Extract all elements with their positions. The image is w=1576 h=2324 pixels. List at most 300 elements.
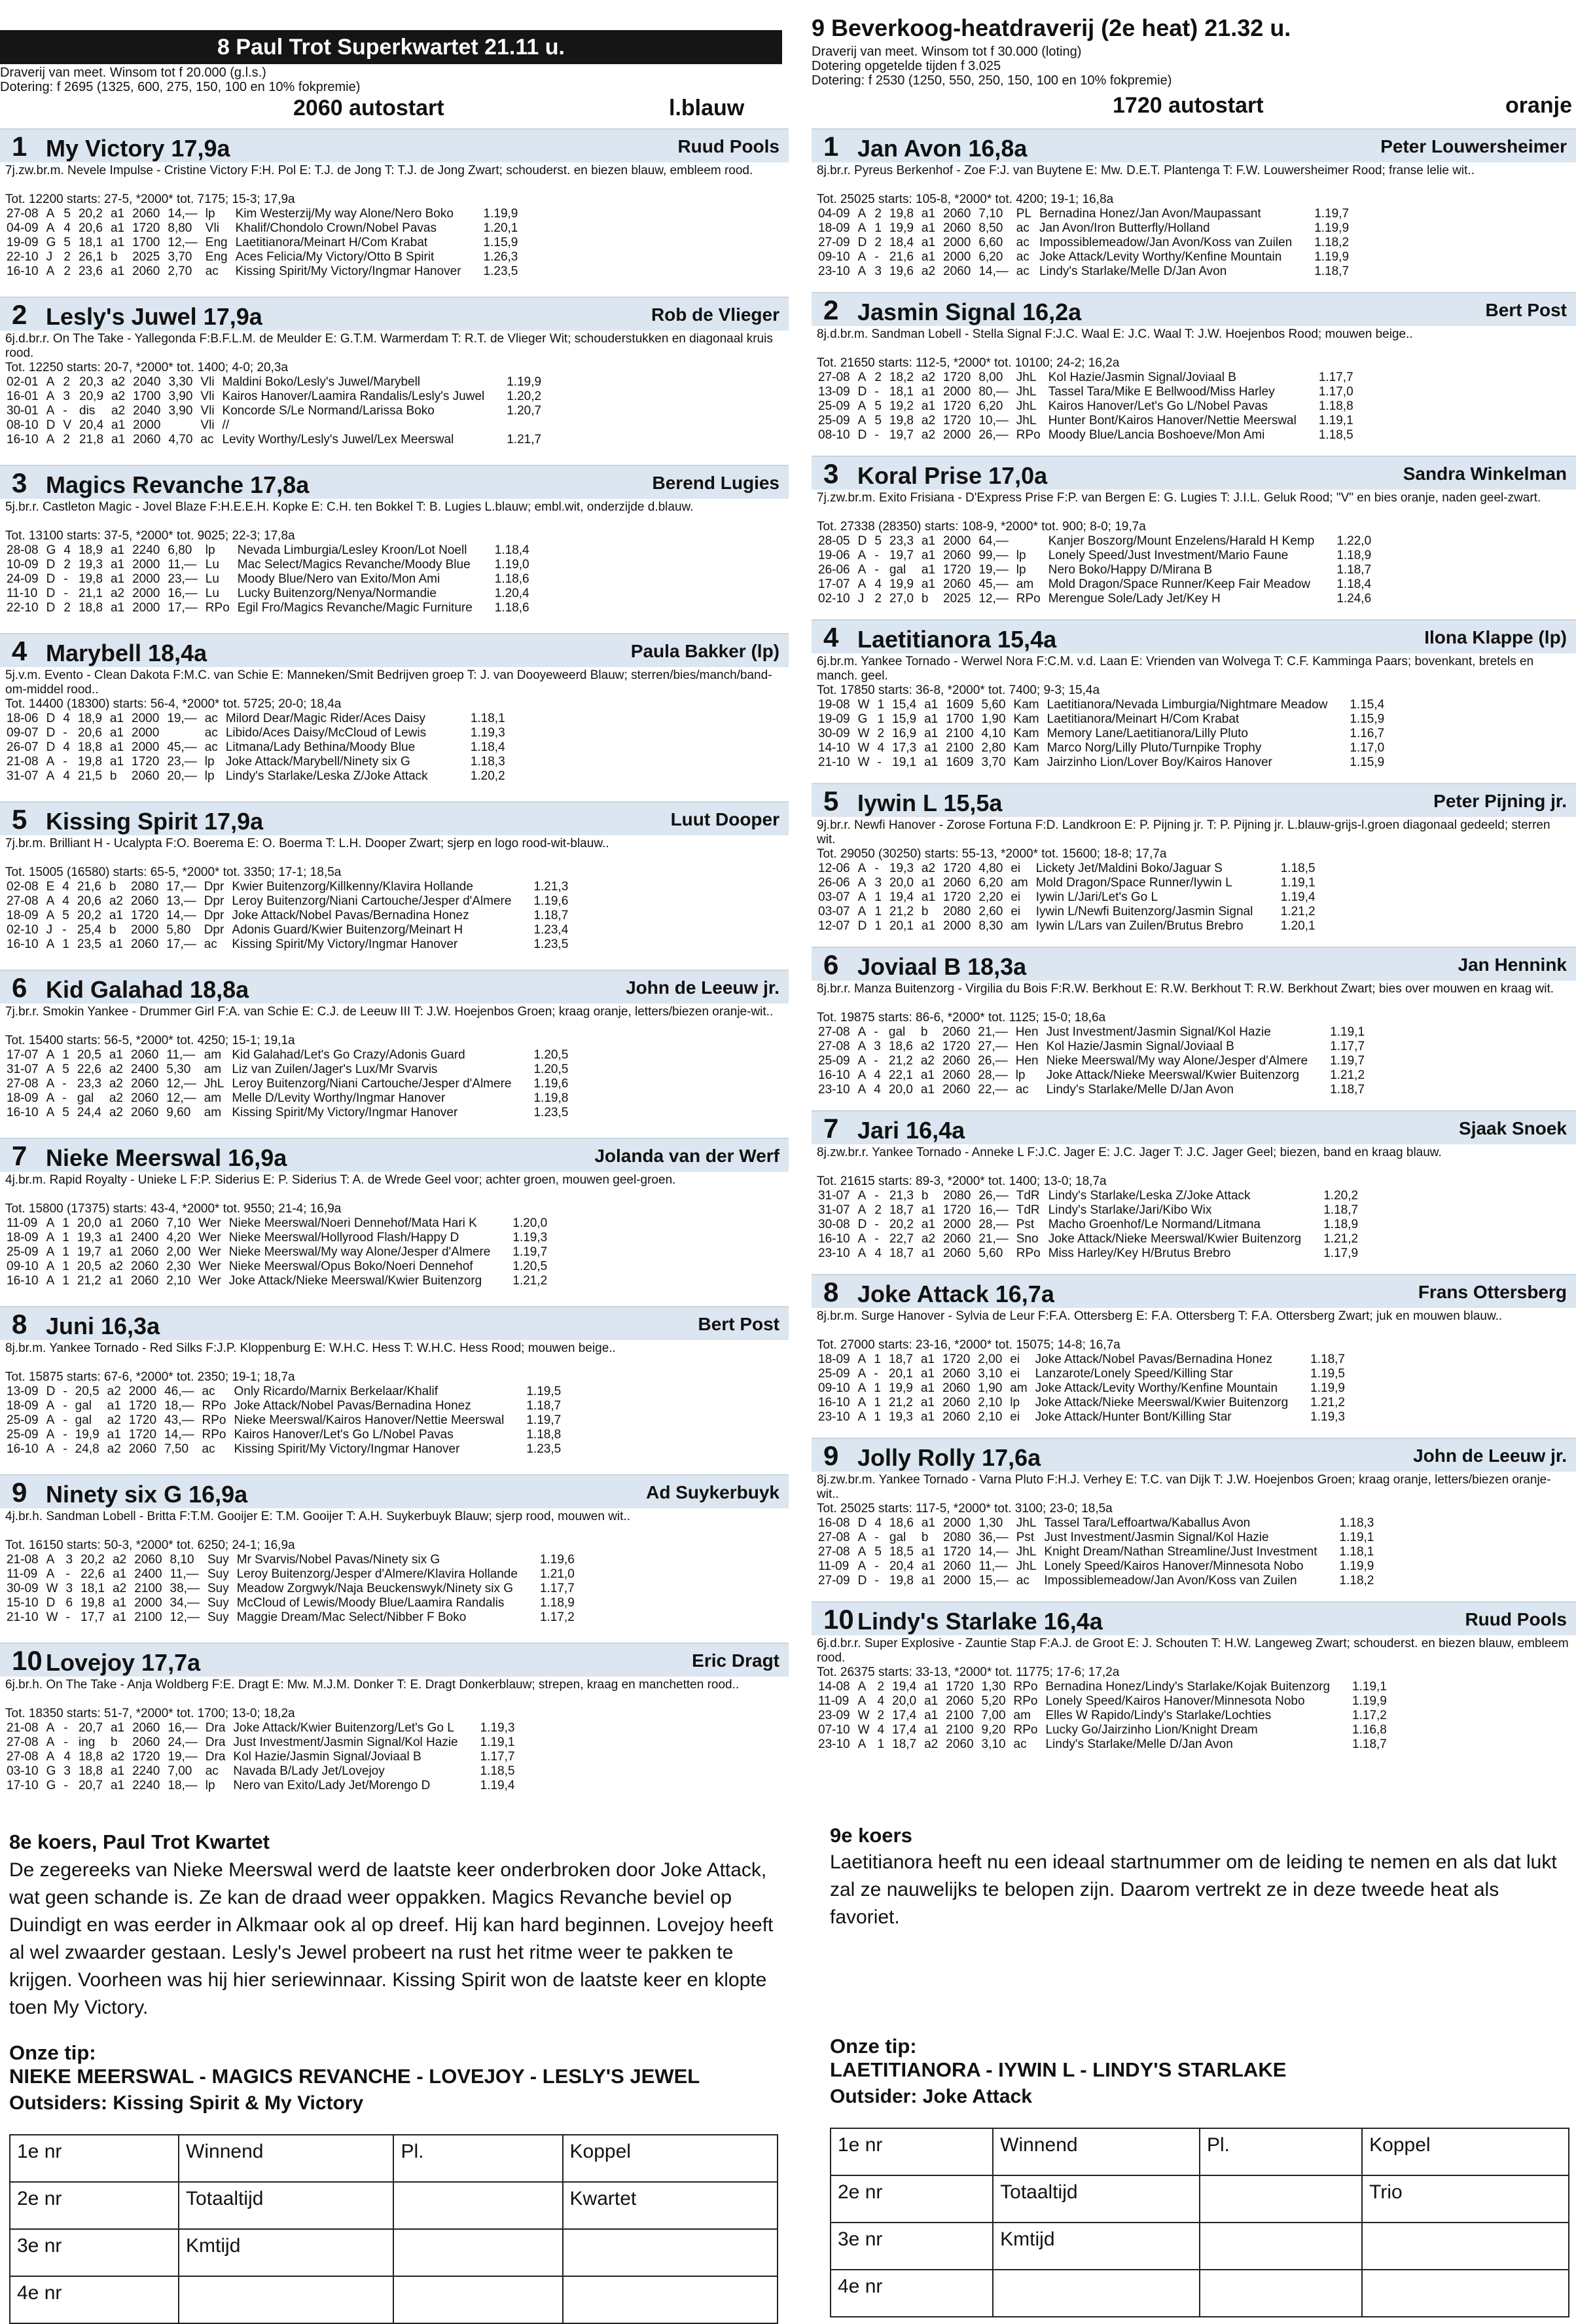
run-cell: A [857,890,867,904]
run-cell: A [857,250,867,264]
form-cell[interactable]: Totaaltijd [993,2175,1200,2223]
horse-pedigree: 7j.zw.br.m. Exito Frisiana - D'Express Prise F:P. van Bergen E: G. Lugies T: J.I.L. Geluk Rood; "V" en bies oranje, naden geel-zwart. [817,491,1541,505]
horse-number: 5 [823,786,839,816]
run-cell: a1 [921,1545,936,1559]
run-cell: 13-09 [7,1385,39,1398]
run-cell: a1 [110,207,125,221]
run-cell: 19,8 [81,1596,105,1610]
race-8-distance: 2060 autostart [293,96,444,120]
run-cell: - [63,1428,67,1442]
race-9-tip-label: Onze tip: [830,2035,917,2058]
run-cell: 26-06 [818,876,850,890]
run-cell: 02-10 [818,592,850,606]
run-cell: a1 [109,712,124,725]
run-cell: Vli [200,418,215,432]
run-row [815,1203,1363,1218]
run-cell: gal [75,1399,92,1413]
run-cell: 11-09 [818,1559,850,1573]
run-cell: am [204,1106,222,1119]
run-cell: 21,2 [77,1274,101,1288]
run-cell: 5,30 [166,1062,191,1076]
run-cell: 2060 [943,876,971,890]
run-cell: - [62,923,67,937]
horse-pedigree: 8j.zw.br.m. Yankee Tornado - Varna Pluto F:H.J. Verhey E: T.C. van Dijk T: J.W. Hoejenbos Groen; kraag oranje, letters/biezen oranje-wit.. [817,1473,1551,1501]
run-row [4,1750,520,1764]
run-cell: 1.17,0 [1350,741,1385,755]
run-cell: Wer [198,1260,221,1273]
run-cell: 3,10 [978,1367,1003,1381]
run-row [4,587,535,601]
run-cell: 25-09 [7,1245,39,1259]
run-cell: D [857,1218,867,1231]
run-cell: A [46,1274,55,1288]
run-cell: ac [204,937,217,951]
horse-career-stats: Tot. 29050 (30250) starts: 55-13, *2000* tot. 15600; 18-8; 17,7a [817,847,1167,861]
form-cell[interactable] [393,2182,562,2229]
run-cell: ac [1016,1574,1030,1588]
run-cell: A [857,221,867,235]
horse-header [0,465,789,499]
run-cell: Impossiblemeadow/Jan Avon/Koss van Zuilen [1044,1574,1297,1588]
horse-entry [0,1474,789,1625]
run-cell: 1720 [132,221,160,235]
horse-header [0,970,789,1004]
form-cell[interactable]: 2e nr [10,2182,179,2229]
run-cell: 2 [874,207,882,221]
form-cell[interactable]: Pl. [1200,2128,1362,2175]
run-cell: A [857,414,867,427]
run-cell: 27-08 [7,1077,39,1091]
run-cell: 1.17,7 [539,1582,575,1595]
run-row [815,1040,1370,1054]
driver-name: Sandra Winkelman [1403,463,1567,484]
run-cell: 31-07 [7,769,39,783]
run-cell: 16-10 [818,1068,850,1082]
run-cell: A [857,1531,867,1544]
run-cell: 22,6 [81,1567,105,1581]
horse-number: 3 [823,458,839,489]
form-cell[interactable] [1362,2223,1569,2270]
form-cell[interactable]: Pl. [393,2135,562,2182]
run-cell: a1 [110,543,125,557]
run-cell: - [62,1091,67,1105]
horse-pedigree: 5j.br.r. Castleton Magic - Jovel Blaze F:H.E.E.H. Kopke E: C.H. ten Bokkel T: B. Lugies L.blauw; embl.wit, onderzijde d.blauw. [5,500,694,514]
run-cell: a1 [921,1516,936,1530]
run-cell: a1 [109,755,124,769]
run-cell: 22-10 [7,250,39,264]
run-cell: Lindy's Starlake/Melle D/Jan Avon [1046,1083,1234,1097]
form-cell[interactable] [1200,2223,1362,2270]
run-cell: 26,1 [78,250,103,264]
run-cell: 1.20,1 [1280,919,1316,933]
run-row [815,1025,1370,1040]
driver-name: Rob de Vlieger [651,304,779,325]
form-cell[interactable] [1200,2175,1362,2223]
run-cell: 03-07 [818,890,850,904]
run-cell: A [857,1559,867,1573]
horse-pedigree: 7j.zw.br.m. Nevele Impulse - Cristine Victory F:H. Pol E: T.J. de Jong T: T.J. de Jong Zwart; schouderst. en biezen blauw, embleem rood. [5,164,753,177]
run-cell: 21-10 [818,755,850,769]
horse-header [812,1438,1576,1472]
run-cell: G [46,236,56,249]
race-8-color: l.blauw [669,96,745,120]
run-row [4,1428,566,1442]
run-cell: 2060 [942,1025,971,1039]
run-cell: A [46,1735,55,1749]
form-cell[interactable]: Winnend [179,2135,393,2182]
run-cell: Kam [1013,727,1039,740]
run-cell: 1.19,9 [507,375,542,389]
recent-runs-table [815,371,1359,443]
run-cell: a1 [924,1694,939,1708]
run-cell: 2 [877,1680,885,1694]
form-cell[interactable]: Trio [1362,2175,1569,2223]
run-cell: 21,— [978,1025,1008,1039]
run-cell: a1 [110,1721,125,1735]
run-cell: D [46,558,56,572]
horse-name: Kissing Spirit 17,9a [46,808,264,835]
run-cell: A [46,1091,55,1105]
recent-runs-table [4,375,546,447]
run-cell: 11-09 [7,1216,38,1230]
run-cell: 1.19,0 [494,558,529,572]
run-cell: am [204,1048,222,1062]
run-cell: 25-09 [818,414,850,427]
run-cell: 2060 [132,1721,160,1735]
run-cell: JhL [1016,399,1037,413]
run-cell: 1.19,1 [1352,1680,1387,1694]
form-cell[interactable]: 3e nr [10,2229,179,2276]
run-cell: 20,4 [889,1559,914,1573]
run-cell: Eng [205,250,228,264]
form-cell[interactable]: Kmtijd [179,2229,393,2276]
form-cell[interactable] [393,2276,562,2323]
form-row [10,2182,778,2229]
run-cell: a2 [110,587,125,600]
run-cell: 19,3 [889,862,914,875]
horse-entry [812,619,1576,770]
run-cell: Kairos Hanover/Laamira Randalis/Lesly's Juwel [222,390,485,403]
run-cell: a1 [113,1596,127,1610]
run-cell: 1.19,7 [512,1245,548,1259]
run-cell: Lonely Speed/Just Investment/Mario Faune [1048,549,1289,562]
run-cell: 1.20,2 [507,390,542,403]
race-8-info [0,65,360,94]
race-9-tip-form [830,2128,1569,2317]
run-cell: 2100 [946,1723,974,1737]
horse-name: Marybell 18,4a [46,640,207,666]
run-cell: 28,— [978,1218,1009,1231]
form-cell[interactable] [393,2229,562,2276]
run-cell: 1.18,9 [1336,549,1372,562]
form-cell[interactable] [1200,2270,1362,2317]
run-cell: 28,— [978,1068,1008,1082]
run-cell: A [857,876,867,890]
run-cell: 1 [62,1216,69,1230]
horse-entry [0,970,789,1120]
run-row [4,740,510,755]
form-cell[interactable]: Winnend [993,2128,1200,2175]
horse-career-stats: Tot. 12200 starts: 27-5, *2000* tot. 7175; 15-3; 17,9a [5,192,295,206]
run-cell: 8,80 [168,221,192,235]
run-row [815,1068,1370,1083]
run-cell: 2060 [943,1246,971,1260]
run-cell: a1 [920,1396,935,1409]
run-cell: Mac Select/Magics Revanche/Moody Blue [237,558,471,572]
form-cell[interactable]: Koppel [1362,2128,1569,2175]
run-cell: a1 [921,1218,936,1231]
run-cell: Bernadina Honez/Lindy's Starlake/Kojak Buitenzorg [1045,1680,1331,1694]
run-cell: b [109,769,117,783]
run-cell: 4 [63,543,71,557]
run-cell: 1720 [132,1750,160,1764]
run-cell: 28-05 [818,534,850,548]
horse-entry [0,1306,789,1457]
run-cell: 1.23,5 [533,1106,569,1119]
run-cell: 2060 [942,1381,971,1395]
run-cell: 19-09 [7,236,39,249]
horse-header [812,947,1576,981]
run-cell: Leroy Buitenzorg/Jesper d'Almere/Klavira Hollande [236,1567,518,1581]
run-cell: 3,30 [168,375,193,389]
run-cell: 2060 [131,1260,159,1273]
run-cell: 1720 [943,1545,971,1559]
run-cell: 22-10 [7,601,39,615]
run-cell: 18,7 [889,1203,914,1217]
run-row [815,1694,1392,1709]
run-cell: 19-09 [818,712,850,726]
run-cell: 27-08 [818,371,850,384]
run-cell: a1 [920,1083,935,1097]
run-cell: 5,60 [978,1246,1003,1260]
run-row [815,385,1359,399]
run-row [4,236,523,250]
run-cell: Dra [205,1735,226,1749]
run-cell: 03-10 [7,1764,39,1778]
horse-header [812,1274,1576,1308]
form-cell[interactable]: 4e nr [10,2276,179,2323]
run-cell: 1.15,9 [1350,755,1385,769]
horse-pedigree: 6j.br.h. On The Take - Anja Woldberg F:E. Dragt E: Mw. M.J.M. Donker T: E. Dragt Donkerblauw; strepen, kraag en manchetten rood.. [5,1678,740,1692]
form-cell[interactable]: 1e nr [10,2135,179,2182]
run-cell: D [857,385,867,399]
run-cell: lp [205,1779,215,1792]
run-cell: lp [205,207,215,221]
run-cell: 1.21,2 [1330,1068,1365,1082]
recent-runs-table [4,1216,552,1288]
run-cell: ac [1016,221,1030,235]
run-cell: b [110,1735,118,1749]
run-cell: b [921,1189,929,1203]
run-cell: 18,9 [78,543,103,557]
form-cell[interactable]: Koppel [563,2135,778,2182]
run-cell: Marco Norg/Lilly Pluto/Turnpike Trophy [1047,741,1262,755]
run-cell: 16,— [168,1721,198,1735]
run-cell: 5 [62,909,69,922]
horse-name: Jan Avon 16,8a [857,135,1028,162]
run-row [815,428,1359,443]
run-cell: 1.24,6 [1336,592,1372,606]
run-cell: dis [79,404,96,418]
run-cell: 21-08 [7,1553,39,1567]
run-row [815,712,1389,727]
run-cell: 21,1 [78,587,103,600]
run-cell: 16-10 [818,1232,850,1246]
run-cell: am [1011,919,1028,933]
run-cell: 36,— [978,1531,1009,1544]
run-cell: a1 [109,1245,123,1259]
driver-name: Jolanda van der Werf [594,1146,779,1166]
run-cell: 1.18,4 [470,740,505,754]
horse-number: 1 [823,131,839,162]
run-cell: 5 [874,414,882,427]
run-cell: a2 [109,1077,123,1091]
run-cell: 2040 [133,404,161,418]
run-cell: 12,— [978,592,1009,606]
run-cell: a1 [110,221,125,235]
run-row [815,1189,1363,1203]
run-cell: Just Investment/Jasmin Signal/Kol Hazie [1044,1531,1269,1544]
run-cell: 19,4 [889,890,914,904]
run-cell: Laetitianora/Nevada Limburgia/Nightmare Meadow [1047,698,1328,712]
run-cell: W [857,1723,870,1737]
run-cell: Wer [198,1245,221,1259]
run-cell: b [921,1531,929,1544]
run-cell: a1 [920,1353,935,1366]
run-cell: 1.19,6 [539,1553,575,1567]
run-cell: Kol Hazie/Jasmin Signal/Joviaal B [233,1750,421,1764]
run-cell: 27-08 [7,1750,39,1764]
run-cell: 25,4 [77,923,101,937]
run-cell: 1.18,5 [480,1764,515,1778]
run-cell: 27,— [978,1040,1008,1053]
form-cell[interactable]: Totaaltijd [179,2182,393,2229]
form-cell[interactable] [1362,2270,1569,2317]
run-cell: ei [1011,905,1021,918]
run-cell: 1.18,7 [526,1399,562,1413]
run-cell: 20,0 [888,1083,913,1097]
run-cell: 2060 [943,221,971,235]
run-cell: 11-09 [818,1694,850,1708]
form-cell[interactable]: Kwartet [563,2182,778,2229]
run-cell: Maggie Dream/Mac Select/Nibber F Boko [236,1610,467,1624]
form-cell[interactable]: 2e nr [831,2175,993,2223]
run-cell: 9,20 [981,1723,1006,1737]
run-cell: Laetitianora/Meinart H/Com Krabat [235,236,428,249]
run-row [4,1610,580,1625]
run-cell: Kam [1013,698,1039,712]
run-cell: 26-07 [7,740,39,754]
run-cell: 1,90 [981,712,1006,726]
run-cell: W [857,755,870,769]
run-cell: 16,— [978,1203,1009,1217]
run-cell: 2000 [943,534,971,548]
run-cell: A [46,1721,55,1735]
run-cell: TdR [1016,1203,1040,1217]
run-cell: 1700 [132,236,160,249]
run-cell: a1 [921,563,936,577]
run-cell: 14,— [978,1545,1009,1559]
run-cell: ei [1010,1353,1020,1366]
run-cell: 8,00 [978,371,1003,384]
run-row [815,1737,1392,1752]
form-cell[interactable]: Kmtijd [993,2223,1200,2270]
run-cell: JhL [1016,1545,1037,1559]
horse-name: Juni 16,3a [46,1313,160,1339]
run-cell: Kairos Hanover/Let's Go L/Nobel Pavas [234,1428,454,1442]
run-cell: 2060 [128,1442,157,1456]
run-cell: Wer [198,1216,221,1230]
run-cell: a1 [924,1680,939,1694]
form-cell[interactable] [179,2276,393,2323]
run-row [815,1381,1350,1396]
form-cell[interactable] [563,2276,778,2323]
run-cell: 1.18,1 [470,712,505,725]
run-cell: 4 [63,1750,71,1764]
run-cell: 23,6 [78,264,103,278]
run-cell: 20,2 [81,1553,105,1567]
run-cell: 19,9 [75,1428,99,1442]
run-cell: 19,8 [77,755,102,769]
run-cell: 23,5 [77,937,101,951]
run-cell: ei [1010,1410,1020,1424]
race-9-info-line: Dotering opgetelde tijden f 3.025 [812,59,1001,73]
run-cell: 2100 [946,1709,974,1722]
run-cell: 2080 [943,1189,971,1203]
run-cell: a1 [109,726,124,740]
run-cell: 1.18,3 [470,755,505,769]
run-row [4,726,510,740]
run-cell: lp [1016,549,1026,562]
run-cell: am [1010,1381,1028,1395]
run-cell: 1.19,6 [533,894,569,908]
horse-name: Lindy's Starlake 16,4a [857,1608,1103,1635]
form-cell[interactable]: 1e nr [831,2128,993,2175]
run-cell: b [109,923,116,937]
horse-number: 5 [12,804,27,835]
run-cell: 6 [65,1596,73,1610]
run-cell: 2100 [134,1610,162,1624]
run-cell: 19,8 [889,1574,914,1588]
run-cell: Lindy's Starlake/Melle D/Jan Avon [1039,264,1227,278]
form-cell[interactable]: 4e nr [831,2270,993,2317]
run-cell: - [874,862,879,875]
run-cell: Joke Attack/Nieke Meerswal/Kwier Buitenzorg [1035,1396,1289,1409]
run-cell: Lindy's Starlake/Jari/Kibo Wix [1048,1203,1212,1217]
form-cell[interactable] [993,2270,1200,2317]
run-row [4,1596,580,1610]
run-cell: 1.18,7 [1330,1083,1365,1097]
run-cell: 21,5 [77,769,102,783]
run-cell: A [857,1381,867,1395]
race-9-outsiders: Outsider: Joke Attack [830,2086,1032,2107]
run-cell: A [857,905,867,918]
run-cell: a1 [921,207,936,221]
run-cell: a2 [920,1054,935,1068]
horse-number: 6 [823,949,839,980]
run-cell: 19,7 [889,549,914,562]
form-cell[interactable]: 3e nr [831,2223,993,2270]
run-cell: A [46,375,55,389]
run-cell: 1.19,6 [533,1077,569,1091]
run-cell: 21-10 [7,1610,39,1624]
run-cell: 14,— [168,207,198,221]
run-cell: a1 [110,558,125,572]
horse-header [0,633,789,667]
run-cell: 2000 [943,428,971,442]
form-cell[interactable] [563,2229,778,2276]
run-cell: 20,7 [78,1721,103,1735]
